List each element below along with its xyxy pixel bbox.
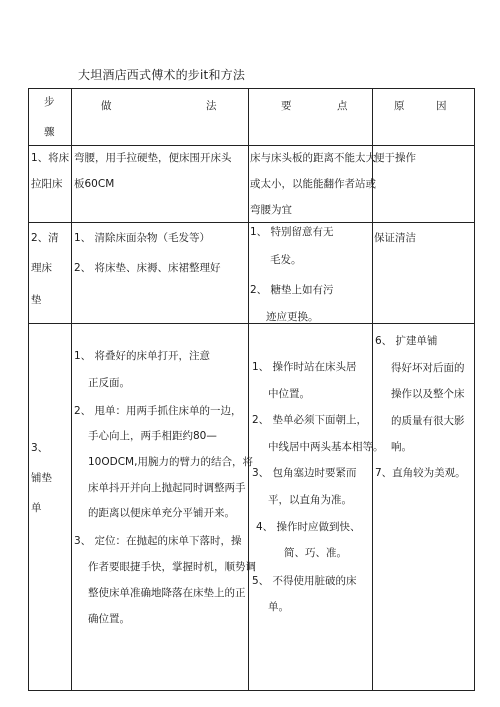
row-divider (28, 690, 475, 691)
header-method: 法 (206, 100, 217, 112)
column-divider (71, 88, 72, 690)
column-divider (248, 88, 249, 690)
header-method: 做 (101, 100, 112, 112)
row-divider (28, 323, 475, 324)
page-title: 大坦酒店西式傅术的步it和方法 (78, 68, 246, 82)
row-divider (28, 222, 475, 223)
header-key-points: 点 (337, 100, 348, 112)
header-key-points: 要 (281, 100, 292, 112)
header-reason: 因 (436, 100, 447, 112)
header-step: 步 (44, 96, 55, 108)
header-step: 骤 (44, 126, 55, 138)
header-reason: 原 (394, 100, 405, 112)
row-divider (28, 145, 475, 146)
